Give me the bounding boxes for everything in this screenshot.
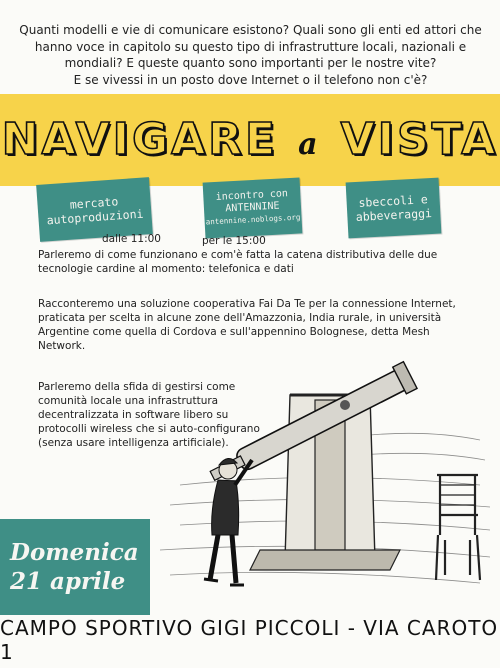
activity-meeting-url: antennine.noblogs.org <box>205 212 301 227</box>
activity-meeting-line2: ANTENNINE <box>225 200 280 215</box>
activity-market-line1: mercato <box>69 193 119 212</box>
paragraph-technologies: Parleremo di come funzionano e com'è fatta la catena distributiva delle due tecnologie cardine al momento: telefonica e dati <box>38 249 438 275</box>
paragraph-mesh-network: Racconteremo una soluzione cooperativa Fai Da Te per la connessione Internet, praticata per scelta in alcune zone dell'Amazzonia, India rurale, in università Argentine come quella di Cordova e sull'appennino Bolognese, detta Mesh Network. <box>38 298 456 352</box>
activity-drinks-line1: sbeccoli e <box>358 192 429 210</box>
market-time: dalle 11:00 <box>102 233 161 245</box>
activity-meeting <box>203 178 303 239</box>
event-location: CAMPO SPORTIVO GIGI PICCOLI - VIA CAROTO 1 <box>0 616 499 664</box>
intro-text <box>18 22 483 88</box>
telescope-illustration <box>140 335 500 615</box>
activity-drinks-line2: abbeveraggi <box>355 206 433 224</box>
event-day: Domenica <box>10 539 139 566</box>
activity-drinks <box>346 178 442 239</box>
event-date <box>0 519 150 615</box>
intro-questions: Quanti modelli e vie di comunicare esistono? Quali sono gli enti ed attori che hanno voce in capitolo su questo tipo di infrastrutture locali, nazionali e mondiali? E queste quanto sono importanti per le nostre vite? <box>19 23 482 70</box>
title-connector: a <box>298 126 321 162</box>
title-word-vista: VISTA <box>340 113 499 165</box>
paragraph-decentralized: Parleremo della sfida di gestirsi come comunità locale una infrastruttura decentralizzata in software libero su protocolli wireless che si auto-configurano (senza usare intelligenza artificiale). <box>38 381 260 449</box>
title-word-navigare: NAVIGARE <box>1 113 279 165</box>
activity-meeting-line1: incontro con <box>215 188 289 203</box>
meeting-time: per le 15:00 <box>202 235 266 247</box>
event-title <box>0 104 500 174</box>
activity-market-line2: autoproduzioni <box>46 206 144 227</box>
intro-question-last: E se vivessi in un posto dove Internet o il telefono non c'è? <box>73 72 428 87</box>
event-day-month: 21 aprile <box>10 568 126 595</box>
